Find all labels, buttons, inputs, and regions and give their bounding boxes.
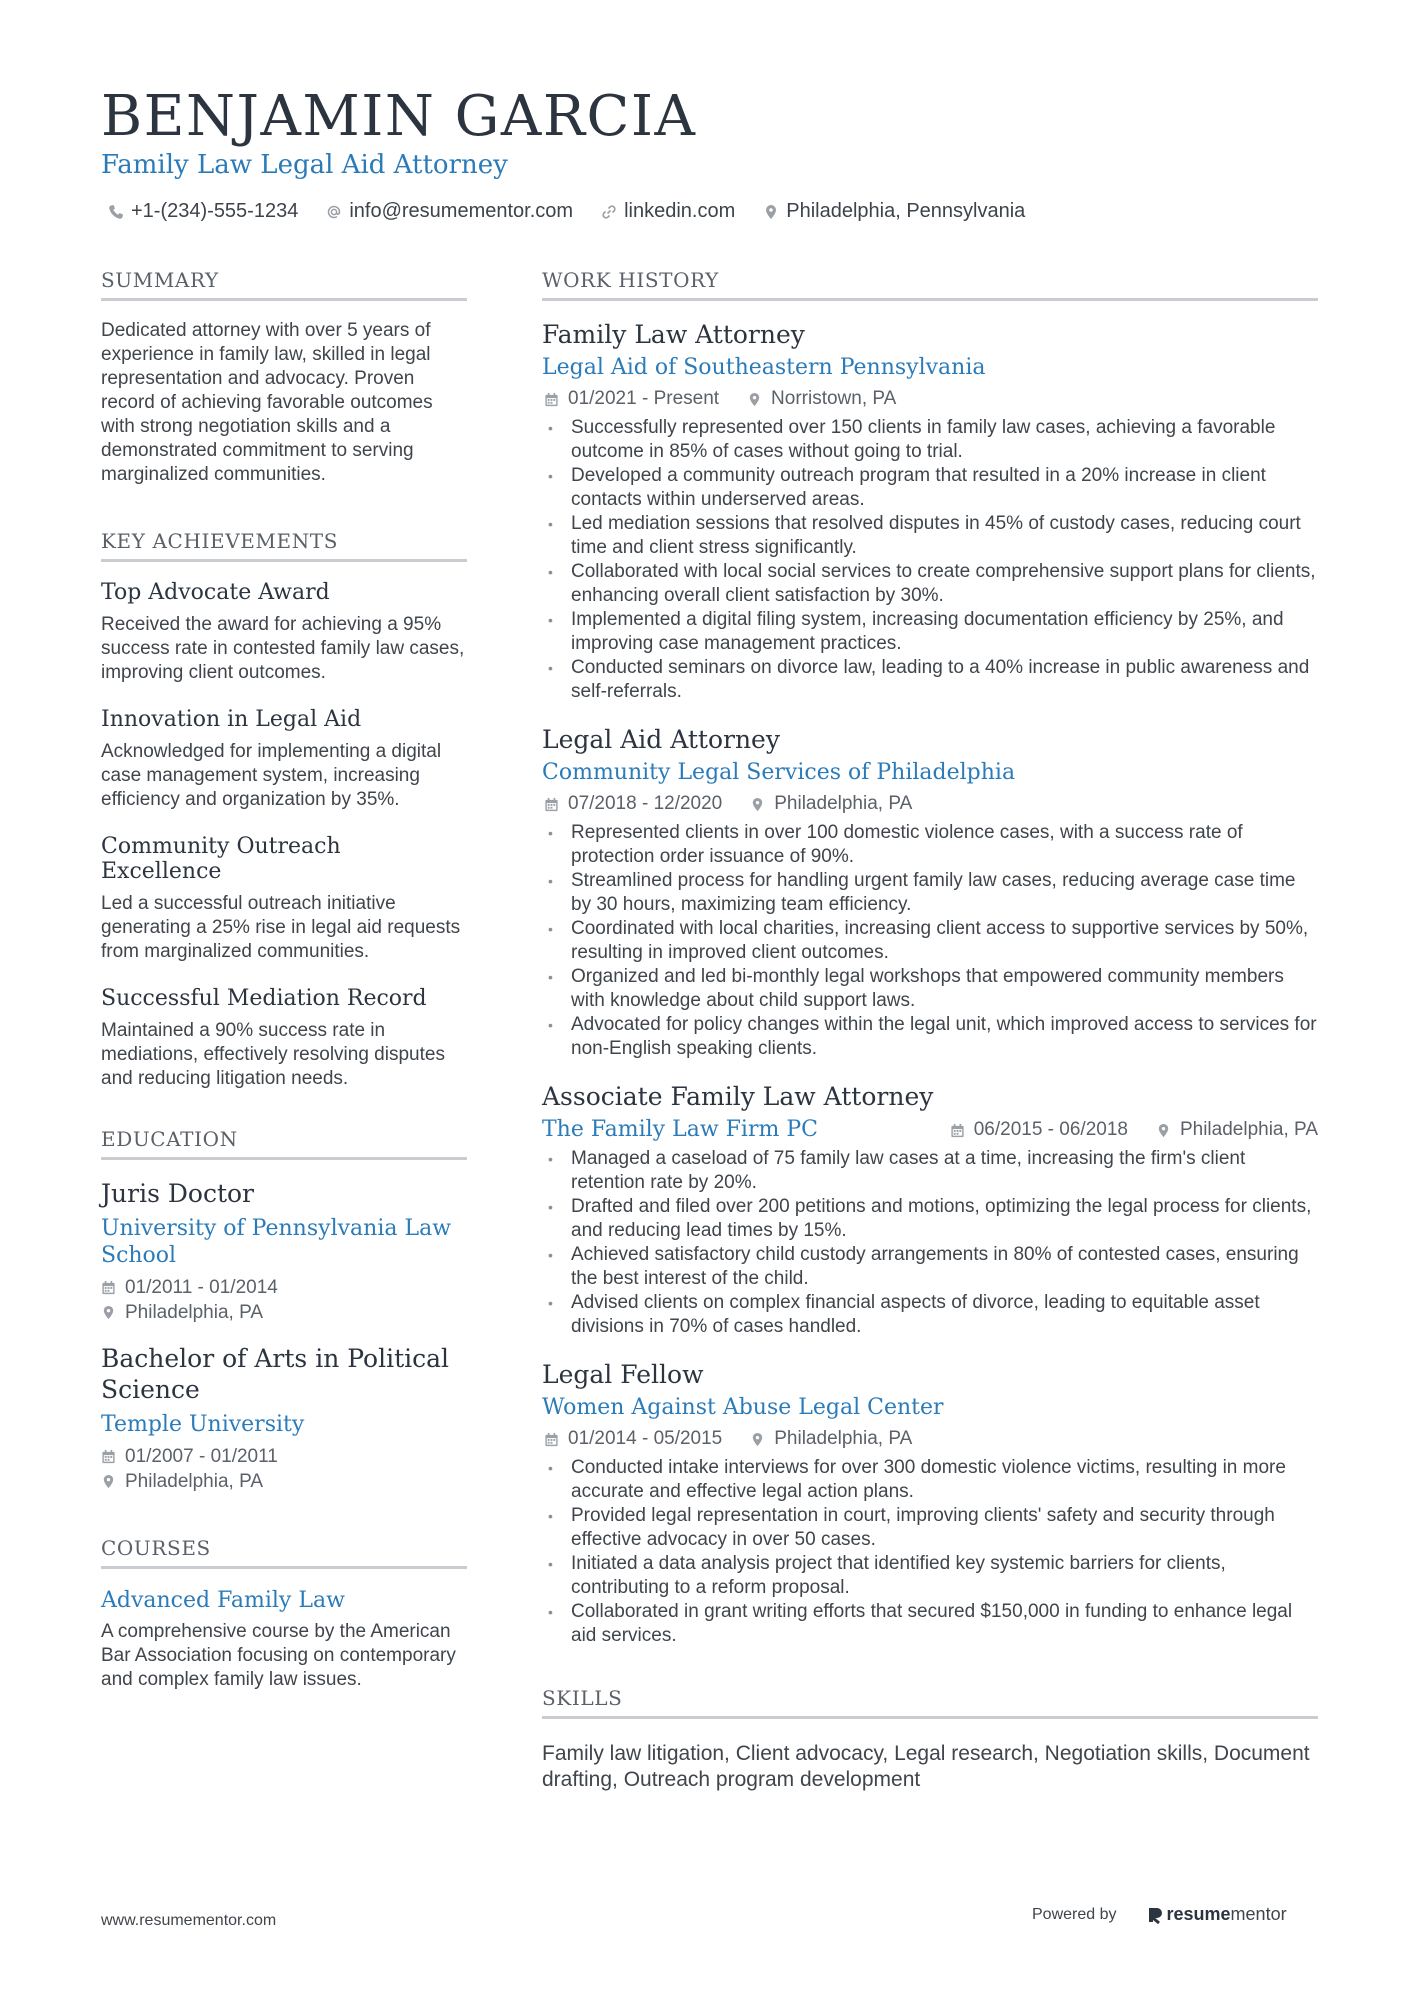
- job-bullet: • Advised clients on complex financial aspects of divorce, leading to equitable asset divisions in 70% of cases handled.: [542, 1291, 1318, 1339]
- education-dates: [101, 1444, 467, 1469]
- job-location: Philadelphia, PA: [774, 1428, 913, 1449]
- work-history-heading: WORK HISTORY: [542, 268, 1318, 301]
- powered-by-label: Powered by: [1032, 1905, 1117, 1923]
- job-bullet: • Advocated for policy changes within the legal unit, which improved access to services for non-English speaking clients.: [542, 1013, 1318, 1061]
- achievements-heading: KEY ACHIEVEMENTS: [101, 529, 467, 562]
- location-pin-icon: [763, 204, 779, 220]
- left-column: [101, 268, 467, 1692]
- contact-linkedin: [601, 200, 735, 223]
- job-dates: 01/2021 - Present: [568, 388, 720, 409]
- job-company: Legal Aid of Southeastern Pennsylvania: [542, 355, 986, 380]
- job-title: Legal Fellow: [542, 1360, 704, 1389]
- job-entry: [542, 724, 1318, 1061]
- brand-text-b: mentor: [1230, 1904, 1287, 1924]
- location-pin-icon: [750, 797, 765, 812]
- courses-section: [101, 1536, 467, 1692]
- job-bullets: [542, 821, 1318, 1061]
- education-dates-text: 01/2011 - 01/2014: [125, 1277, 278, 1298]
- headline: Family Law Legal Aid Attorney: [101, 150, 508, 180]
- phone-text: +1-(234)-555-1234: [131, 200, 299, 222]
- job-bullet: • Organized and led bi-monthly legal workshops that empowered community members with knowledge about child support laws.: [542, 965, 1318, 1013]
- education-location: [101, 1469, 467, 1494]
- achievement-item: [101, 580, 467, 685]
- job-meta: [544, 386, 1318, 412]
- job-meta: [544, 791, 1318, 817]
- contact-phone: [108, 200, 298, 223]
- work-history-section: [542, 268, 1318, 1648]
- education-item: [101, 1178, 467, 1325]
- course-item: [101, 1587, 467, 1692]
- job-entry: [542, 1359, 1318, 1648]
- job-dates: 06/2015 - 06/2018: [973, 1119, 1128, 1140]
- contact-location: [763, 200, 1025, 223]
- location-pin-icon: [747, 392, 762, 407]
- achievement-text: Maintained a 90% success rate in mediations, effectively resolving disputes and reducing litigation needs.: [101, 1020, 445, 1089]
- education-dates-text: 01/2007 - 01/2011: [125, 1446, 278, 1467]
- resumementor-logo-icon: [1147, 1906, 1163, 1924]
- footer-website[interactable]: www.resumementor.com: [101, 1912, 277, 1929]
- achievement-item: [101, 707, 467, 812]
- achievement-text: Received the award for achieving a 95% success rate in contested family law cases, improving client outcomes.: [101, 614, 465, 683]
- achievements-section: [101, 529, 467, 1091]
- achievement-item: [101, 834, 467, 964]
- job-bullets: [542, 1147, 1318, 1339]
- calendar-icon: [544, 797, 559, 812]
- job-entry: [542, 1081, 1318, 1339]
- location-pin-icon: [1156, 1123, 1171, 1138]
- job-bullet: • Drafted and filed over 200 petitions and motions, optimizing the legal process for clients, and reducing lead times by 15%.: [542, 1195, 1318, 1243]
- job-bullet: • Initiated a data analysis project that identified key systemic barriers for clients, contributing to a reform proposal.: [542, 1552, 1318, 1600]
- skills-heading: SKILLS: [542, 1686, 1318, 1719]
- job-location: Philadelphia, PA: [1179, 1119, 1318, 1140]
- job-bullet: • Collaborated in grant writing efforts that secured $150,000 in funding to enhance legal aid services.: [542, 1600, 1318, 1648]
- achievement-item: [101, 986, 467, 1091]
- achievement-title: Successful Mediation Record: [101, 986, 427, 1011]
- at-icon: [326, 204, 342, 220]
- location-text: Philadelphia, Pennsylvania: [786, 200, 1026, 222]
- job-meta: [544, 1426, 1318, 1452]
- right-column: [542, 268, 1318, 1793]
- education-heading: EDUCATION: [101, 1127, 467, 1160]
- job-title: Associate Family Law Attorney: [542, 1082, 934, 1111]
- education-location: [101, 1300, 467, 1325]
- job-company: Women Against Abuse Legal Center: [542, 1395, 944, 1420]
- education-location-text: Philadelphia, PA: [125, 1471, 264, 1492]
- job-bullets: [542, 416, 1318, 704]
- education-school: University of Pennsylvania Law School: [101, 1216, 452, 1268]
- education-location-text: Philadelphia, PA: [125, 1302, 264, 1323]
- brand-text-a: resume: [1166, 1904, 1231, 1924]
- education-degree: Juris Doctor: [101, 1179, 254, 1208]
- job-company: Community Legal Services of Philadelphia: [542, 760, 1016, 785]
- job-location: Norristown, PA: [771, 388, 897, 409]
- calendar-icon: [101, 1449, 116, 1464]
- calendar-icon: [544, 1432, 559, 1447]
- job-title: Family Law Attorney: [542, 320, 805, 349]
- job-company: The Family Law Firm PC: [542, 1117, 818, 1142]
- candidate-name: BENJAMIN GARCIA: [101, 84, 697, 149]
- achievement-text: Led a successful outreach initiative generating a 25% rise in legal aid requests from marginalized communities.: [101, 893, 461, 962]
- achievement-title: Top Advocate Award: [101, 580, 330, 605]
- courses-heading: COURSES: [101, 1536, 467, 1569]
- job-location: Philadelphia, PA: [774, 793, 913, 814]
- job-company-row: [542, 1115, 1318, 1145]
- job-bullet: • Streamlined process for handling urgent family law cases, reducing average case time by 30 hours, maximizing team efficiency.: [542, 869, 1318, 917]
- contact-email: [326, 200, 573, 223]
- linkedin-text: linkedin.com: [624, 200, 736, 222]
- job-bullet: • Provided legal representation in court, improving clients' safety and security through effective advocacy in over 50 cases.: [542, 1504, 1318, 1552]
- calendar-icon: [950, 1123, 965, 1138]
- education-degree: Bachelor of Arts in Political Science: [101, 1344, 450, 1404]
- skills-text: Family law litigation, Client advocacy, Legal research, Negotiation skills, Document drafting, Outreach program development: [542, 1742, 1310, 1791]
- job-bullet: • Successfully represented over 150 clients in family law cases, achieving a favorable outcome in 85% of cases without going to trial.: [542, 416, 1318, 464]
- education-school: Temple University: [101, 1412, 305, 1437]
- job-bullet: • Led mediation sessions that resolved disputes in 45% of custody cases, reducing court time and client stress significantly.: [542, 512, 1318, 560]
- brand-logo[interactable]: [1147, 1904, 1287, 1925]
- location-pin-icon: [101, 1305, 116, 1320]
- achievement-title: Innovation in Legal Aid: [101, 707, 362, 732]
- location-pin-icon: [750, 1432, 765, 1447]
- summary-heading: SUMMARY: [101, 268, 467, 301]
- course-title: Advanced Family Law: [101, 1588, 345, 1613]
- job-bullet: • Coordinated with local charities, increasing client access to supportive services by 50%, resulting in improved client outcomes.: [542, 917, 1318, 965]
- job-meta: [950, 1117, 1318, 1143]
- job-bullet: • Developed a community outreach program that resulted in a 20% increase in client contacts within underserved areas.: [542, 464, 1318, 512]
- phone-icon: [108, 204, 124, 220]
- job-dates: 01/2014 - 05/2015: [568, 1428, 723, 1449]
- job-bullet: • Achieved satisfactory child custody arrangements in 80% of contested cases, ensuring the best interest of the child.: [542, 1243, 1318, 1291]
- calendar-icon: [101, 1280, 116, 1295]
- job-bullet: • Conducted seminars on divorce law, leading to a 40% increase in public awareness and self-referrals.: [542, 656, 1318, 704]
- job-bullet: • Represented clients in over 100 domestic violence cases, with a success rate of protection order issuance of 90%.: [542, 821, 1318, 869]
- summary-text: Dedicated attorney with over 5 years of experience in family law, skilled in legal representation and advocacy. Proven record of achieving favorable outcomes with strong negotiation skills and a demonstrated commitment to serving marginalized communities.: [101, 320, 433, 485]
- education-section: [101, 1127, 467, 1494]
- footer-branding: [1032, 1904, 1287, 1925]
- job-bullet: • Managed a caseload of 75 family law cases at a time, increasing the firm's client retention rate by 20%.: [542, 1147, 1318, 1195]
- achievement-text: Acknowledged for implementing a digital case management system, increasing efficiency and organization by 35%.: [101, 741, 442, 810]
- job-title: Legal Aid Attorney: [542, 725, 780, 754]
- summary-section: [101, 268, 467, 487]
- education-item: [101, 1343, 467, 1494]
- contact-bar: [108, 200, 1053, 223]
- course-text: A comprehensive course by the American Bar Association focusing on contemporary and complex family law issues.: [101, 1621, 456, 1690]
- link-icon: [601, 204, 617, 220]
- job-bullet: • Implemented a digital filing system, increasing documentation efficiency by 25%, and improving case management practices.: [542, 608, 1318, 656]
- email-text: info@resumementor.com: [349, 200, 574, 222]
- job-bullet: • Conducted intake interviews for over 300 domestic violence victims, resulting in more accurate and effective legal action plans.: [542, 1456, 1318, 1504]
- calendar-icon: [544, 392, 559, 407]
- achievement-title: Community Outreach Excellence: [101, 834, 341, 884]
- job-bullets: [542, 1456, 1318, 1648]
- location-pin-icon: [101, 1474, 116, 1489]
- skills-section: [542, 1686, 1318, 1793]
- job-dates: 07/2018 - 12/2020: [568, 793, 723, 814]
- job-entry: [542, 319, 1318, 704]
- job-bullet: • Collaborated with local social services to create comprehensive support plans for clients, enhancing overall client satisfaction by 30%.: [542, 560, 1318, 608]
- education-dates: [101, 1275, 467, 1300]
